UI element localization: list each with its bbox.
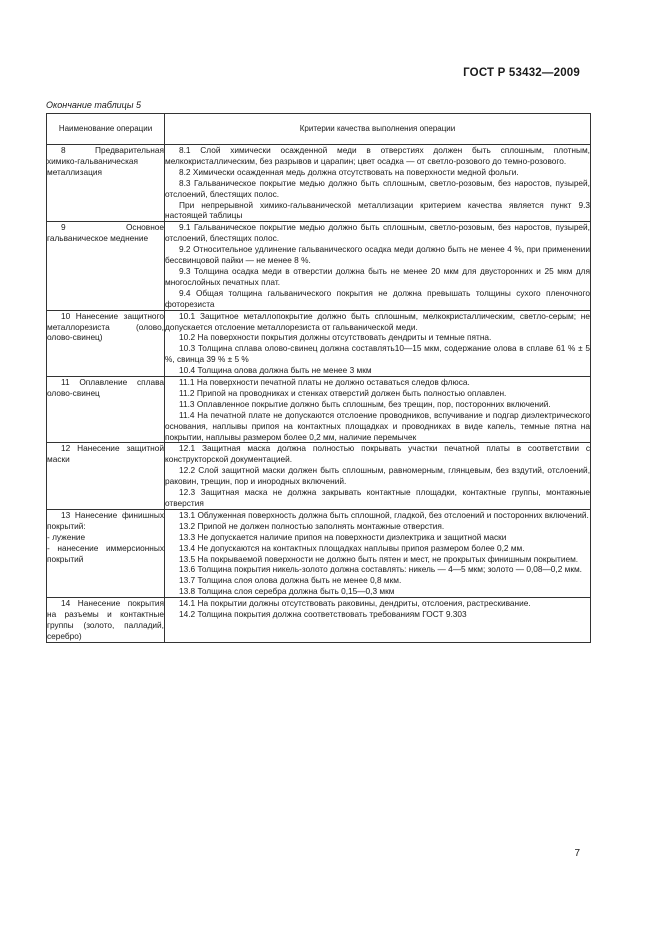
operation-cell (47, 222, 165, 310)
criterion-text: 13.7 Толщина слоя олова должна быть не менее 0,8 мкм. (179, 575, 402, 586)
page-number: 7 (574, 848, 580, 859)
criteria-cell (165, 443, 591, 509)
table-row (47, 310, 591, 376)
operation-cell (47, 509, 165, 597)
table-row (47, 443, 591, 509)
operation-name: 8 Предварительная химико-гальваническая металлизация (47, 145, 164, 177)
table-row (47, 145, 591, 222)
criteria-cell (165, 598, 591, 643)
table-row (47, 598, 591, 643)
criteria-cell (165, 222, 591, 310)
operation-cell (47, 443, 165, 509)
criterion-text: 13.8 Толщина слоя серебра должна быть 0,15—0,3 мкм (179, 586, 395, 597)
criterion-text: 11.2 Припой на проводниках и стенках отверстий должен быть полностью оплавлен. (179, 387, 507, 398)
criterion-text: 13.1 Облуженная поверхность должна быть сплошной, гладкой, без отслоений и посторонних включений. (179, 509, 589, 520)
criterion-text: 9.2 Относительное удлинение гальванического осадка меди должно быть не менее 4 %, при применении бессвинцовой пайки — не менее 8 %. (165, 244, 590, 266)
criterion-text: 11.4 На печатной плате не допускаются отслоение проводников, вспучивание и подгар диэлектрического основания, наплывы припоя на контактных площадках и проводниках в виде капель, темные пятна на покрытии, наплывы размером более 0,2 мм, наличие перемычек (165, 409, 590, 442)
criterion-text: 12.2 Слой защитной маски должен быть сплошным, равномерным, глянцевым, без вздутий, отслоений, раковин, трещин, пор и инородных включений. (165, 465, 590, 487)
table-row (47, 377, 591, 443)
operation-cell (47, 145, 165, 222)
criterion-text: 14.2 Толщина покрытия должна соответствовать требованиям ГОСТ 9.303 (179, 609, 467, 620)
criterion-text: 8.3 Гальваническое покрытие медью должно быть сплошным, светло-розовым, без наростов, пузырей, отслоений, блестящих полос. (165, 177, 590, 199)
criterion-text: 10.1 Защитное металлопокрытие должно быть сплошным, мелкокристаллическим, светло-серым; не допускается отслоение металлорезиста от гальванической меди. (165, 310, 590, 332)
operation-name: 14 Нанесение покрытия на разъемы и контактные группы (золото, палладий, серебро) (47, 598, 164, 641)
quality-criteria-table (46, 113, 591, 643)
criterion-text: 12.3 Защитная маска не должна закрывать контактные площадки, контактные группы, монтажные отверстия (165, 487, 590, 508)
criterion-text: 9.3 Толщина осадка меди в отверстии должна быть не менее 20 мкм для двусторонних и 25 мкм для многослойных печатных плат. (165, 265, 590, 287)
criterion-text: 13.2 Припой не должен полностью заполнять монтажные отверстия. (179, 520, 445, 531)
table-row (47, 509, 591, 597)
criterion-text: 10.3 Толщина сплава олово-свинец должна составлять10—15 мкм, содержание олова в сплаве 61 % ± 5 %, свинца 39 % ± 5 % (165, 343, 590, 365)
table-caption: Окончание таблицы 5 (46, 100, 141, 110)
criterion-text: 10.2 На поверхности покрытия должны отсутствовать дендриты и темные пятна. (179, 332, 492, 343)
operation-cell (47, 310, 165, 376)
operation-cell (47, 598, 165, 643)
criterion-text: 9.4 Общая толщина гальванического покрытия не должна превышать толщины сухого пленочного фоторезиста (165, 287, 590, 309)
criterion-text: 8.2 Химически осажденная медь должна отсутствовать на поверхности медной фольги. (179, 166, 519, 177)
criterion-text: 10.4 Толщина олова должна быть не менее 3 мкм (179, 365, 372, 376)
criteria-cell (165, 509, 591, 597)
criterion-text: При непрерывной химико-гальванической металлизации критерием качества является пункт 9.3 настоящей таблицы (165, 199, 590, 221)
table-row (47, 222, 591, 310)
criterion-text: 13.3 Не допускается наличие припоя на поверхности диэлектрика и защитной маски (179, 531, 507, 542)
document-standard-number: ГОСТ Р 53432—2009 (463, 67, 580, 79)
operation-name: 11 Оплавление сплава олово-свинец (47, 377, 164, 398)
criteria-cell (165, 145, 591, 222)
operation-name: 9 Основное гальваническое меднение (47, 222, 164, 244)
operation-name: 12 Нанесение защитной маски (47, 443, 164, 465)
criterion-text: 14.1 На покрытии должны отсутствовать раковины, дендриты, отслоения, растрескивание. (179, 598, 531, 609)
criterion-text: 11.3 Оплавленное покрытие должно быть сплошным, без трещин, пор, посторонних включений. (179, 398, 551, 409)
operation-cell (47, 377, 165, 443)
table-header-row (47, 114, 591, 145)
column-header-criteria: Критерии качества выполнения операции (165, 114, 591, 145)
criterion-text: 8.1 Слой химически осажденной меди в отверстиях должен быть сплошным, плотным, мелкокристаллическим, без разрывов и царапин; цвет осадка — от светло-розового до темно-розового. (165, 145, 590, 166)
operation-name: 10 Нанесение защитного металлорезиста (олово, олово-свинец) (47, 310, 164, 343)
operation-name: 13 Нанесение финишных покрытий: - лужение - нанесение иммерсионных покрытий (47, 509, 164, 564)
criterion-text: 13.5 На покрываемой поверхности не должно быть пятен и мест, не прокрытых финишным покрытием. (179, 553, 579, 564)
criteria-cell (165, 310, 591, 376)
criterion-text: 11.1 На поверхности печатной платы не должно оставаться следов флюса. (179, 377, 470, 388)
criterion-text: 12.1 Защитная маска должна полностью покрывать участки печатной платы в соответствии с конструкторской документацией. (165, 443, 590, 465)
criterion-text: 9.1 Гальваническое покрытие медью должно быть сплошным, светло-розовым, без наростов, пузырей, отслоений, блестящих полос. (165, 222, 590, 244)
criterion-text: 13.6 Толщина покрытия никель-золото должна составлять: никель — 4—5 мкм; золото — 0,08—0,2 мкм. (179, 564, 582, 575)
criteria-cell (165, 377, 591, 443)
criterion-text: 13.4 Не допускаются на контактных площадках наплывы припоя размером более 0,2 мм. (179, 542, 525, 553)
column-header-operation: Наименование операции (47, 114, 165, 145)
